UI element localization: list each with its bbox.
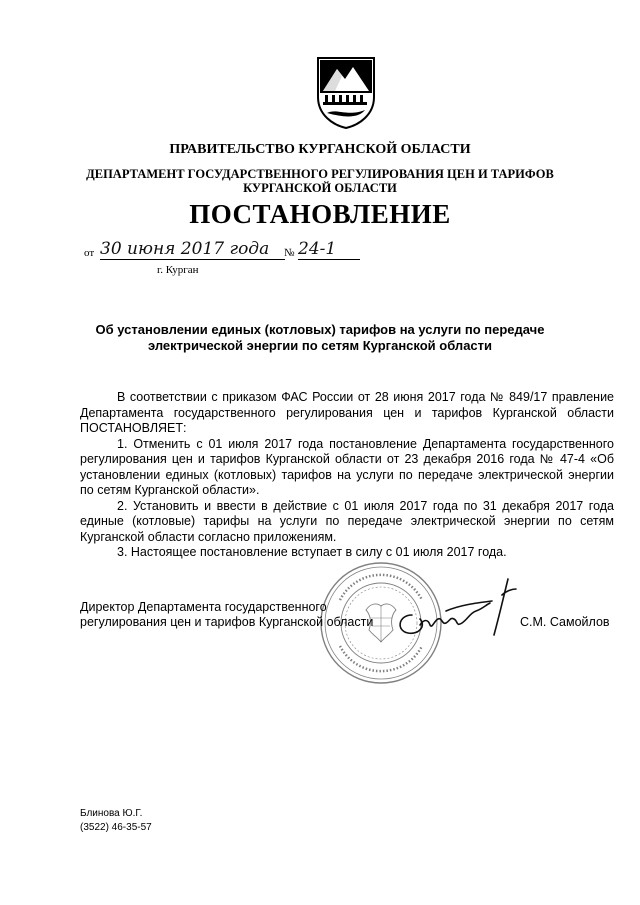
government-title: ПРАВИТЕЛЬСТВО КУРГАНСКОЙ ОБЛАСТИ — [169, 142, 471, 157]
subject-line1: Об установлении единых (котловых) тарифов на услуги по передаче — [95, 322, 545, 337]
city-label: г. Курган — [157, 264, 199, 276]
coat-of-arms-emblem — [315, 55, 377, 129]
executor-phone: (3522) 46-35-57 — [80, 822, 152, 833]
body-intro-paragraph: В соответствии с приказом ФАС России от 28 июня 2017 года № 849/17 правление Департамента государственного регулирования цен и тарифов Курганской области ПОСТАНОВЛЯЕТ: — [80, 390, 614, 435]
department-title-line2: КУРГАНСКОЙ ОБЛАСТИ — [243, 181, 397, 195]
subject-line2: электрической энергии по сетям Курганской области — [147, 338, 493, 353]
body-item-2: 2. Установить и ввести в действие с 01 июля 2017 года по 31 декабря 2017 года единые (котловые) тарифы на услуги по передаче электрической энергии по сетям Курганской области согласно приложениям. — [80, 498, 614, 544]
signatory-title-line2: регулирования цен и тарифов Курганской области — [80, 615, 374, 629]
number-prefix: № — [284, 247, 295, 259]
date-prefix: от — [84, 247, 95, 259]
signatory-name: С.М. Самойлов — [520, 615, 610, 629]
executor-name: Блинова Ю.Г. — [80, 808, 143, 819]
handwritten-signature — [390, 575, 520, 645]
document-body — [80, 390, 614, 561]
body-item-1: 1. Отменить с 01 июля 2017 года постановление Департамента государственного регулирования цен и тарифов Курганской области от 23 декабря 2016 года № 47-4 «Об установлении единых (котловых) тарифов на услуги по передаче электрической энергии по сетям Курганской области». — [80, 436, 614, 497]
handwritten-number: 24-1 — [298, 239, 360, 260]
body-item-3: 3. Настоящее постановление вступает в силу с 01 июля 2017 года. — [117, 545, 507, 559]
handwritten-date: 30 июня 2017 года — [100, 239, 285, 260]
document-type-heading: ПОСТАНОВЛЕНИЕ — [189, 199, 451, 229]
department-title-line1: ДЕПАРТАМЕНТ ГОСУДАРСТВЕННОГО РЕГУЛИРОВАНИЯ ЦЕН И ТАРИФОВ — [86, 167, 554, 181]
signatory-title-line1: Директор Департамента государственного — [80, 600, 327, 614]
